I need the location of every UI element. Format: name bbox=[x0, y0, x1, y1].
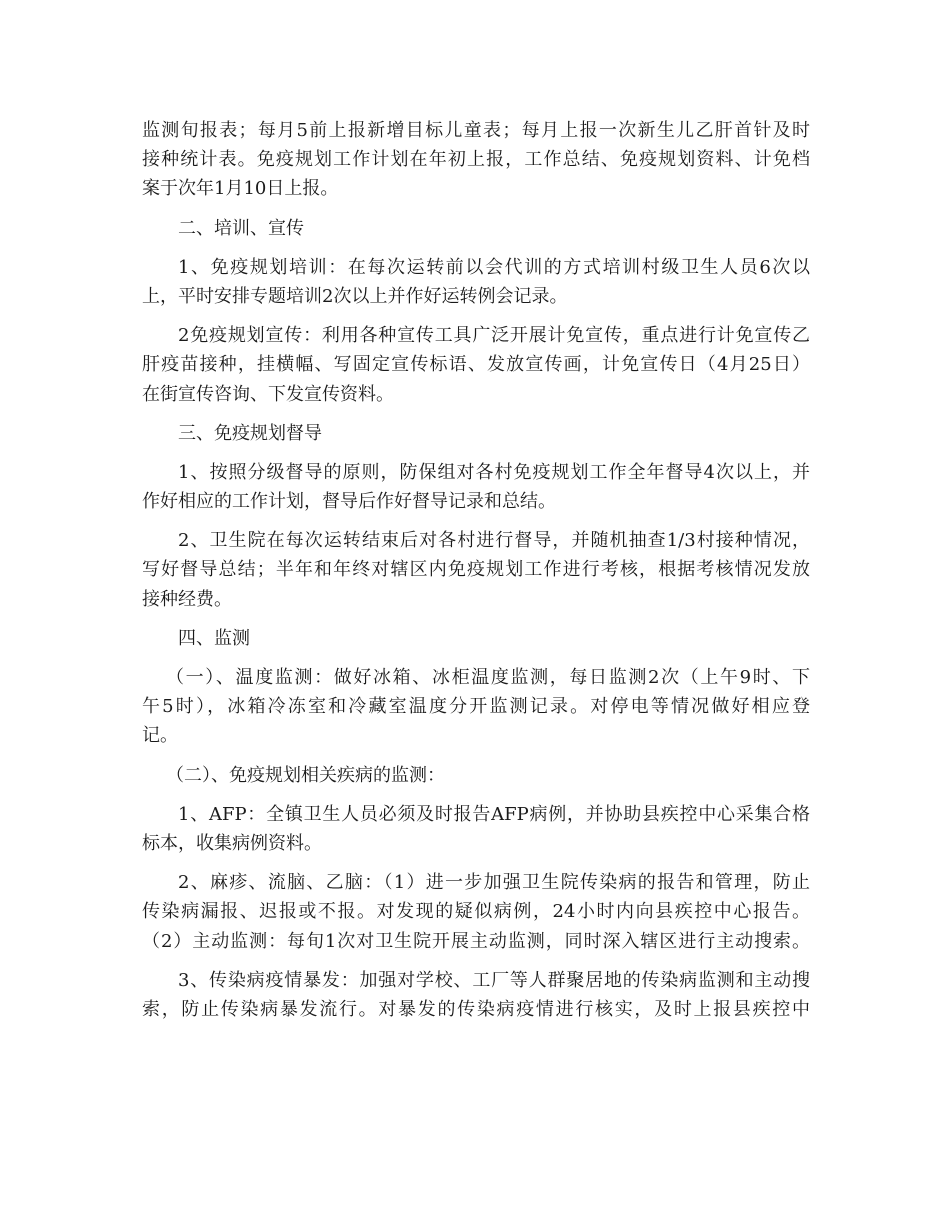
document-body bbox=[142, 116, 810, 1024]
text-line: （一）、温度监测：做好冰箱、冰柜温度监测，每日监测2次（上午9时、下 bbox=[166, 667, 810, 688]
text-line: 标本，收集病例资料。 bbox=[142, 832, 322, 854]
text-line: 接种经费。 bbox=[142, 588, 232, 610]
text-line: 1、AFP：全镇卫生人员必须及时报告AFP病例，并协助县疾控中心采集合格 bbox=[178, 803, 810, 825]
text-line: 案于次年1月10日上报。 bbox=[142, 178, 339, 200]
text-line: 记。 bbox=[142, 725, 178, 747]
text-line: 2、麻疹、流脑、乙脑：（1）进一步加强卫生院传染病的报告和管理，防止 bbox=[178, 872, 810, 894]
text-line: 2免疫规划宣传：利用各种宣传工具广泛开展计免宣传，重点进行计免宣传乙 bbox=[178, 325, 810, 347]
subsection-heading: （二）、免疫规划相关疾病的监测： bbox=[166, 764, 445, 786]
text-line: 传染病漏报、迟报或不报。对发现的疑似病例，24小时内向县疾控中心报告。 bbox=[142, 901, 810, 923]
text-line: 监测旬报表；每月5前上报新增目标儿童表；每月上报一次新生儿乙肝首针及时 bbox=[142, 120, 810, 141]
text-line: 接种统计表。免疫规划工作计划在年初上报，工作总结、免疫规划资料、计免档 bbox=[142, 149, 810, 171]
text-line: 在街宣传咨询、下发宣传资料。 bbox=[142, 383, 394, 405]
section-heading: 四、监测 bbox=[178, 627, 250, 649]
text-line: 肝疫苗接种，挂横幅、写固定宣传标语、发放宣传画，计免宣传日（4月25日） bbox=[142, 354, 810, 376]
text-line: 上，平时安排专题培训2次以上并作好运转例会记录。 bbox=[142, 285, 568, 307]
text-line: 1、按照分级督导的原则，防保组对各村免疫规划工作全年督导4次以上，并 bbox=[178, 461, 810, 483]
text-line: （2）主动监测：每旬1次对卫生院开展主动监测，同时深入辖区进行主动搜索。 bbox=[142, 930, 810, 952]
section-heading: 三、免疫规划督导 bbox=[178, 422, 322, 444]
text-line: 1、免疫规划培训：在每次运转前以会代训的方式培训村级卫生人员6次以 bbox=[178, 256, 810, 278]
text-line: 作好相应的工作计划，督导后作好督导记录和总结。 bbox=[142, 491, 556, 513]
text-line: 午5时），冰箱冷冻室和冷藏室温度分开监测记录。对停电等情况做好相应登 bbox=[142, 696, 810, 718]
text-line: 写好督导总结；半年和年终对辖区内免疫规划工作进行考核，根据考核情况发放 bbox=[142, 559, 810, 581]
text-line: 3、传染病疫情暴发：加强对学校、工厂等人群聚居地的传染病监测和主动搜 bbox=[178, 969, 810, 991]
text-line: 2、卫生院在每次运转结束后对各村进行督导，并随机抽查1/3村接种情况， bbox=[178, 530, 810, 552]
section-heading: 二、培训、宣传 bbox=[178, 217, 304, 239]
text-line: 索，防止传染病暴发流行。对暴发的传染病疫情进行核实，及时上报县疾控中 bbox=[142, 998, 810, 1020]
